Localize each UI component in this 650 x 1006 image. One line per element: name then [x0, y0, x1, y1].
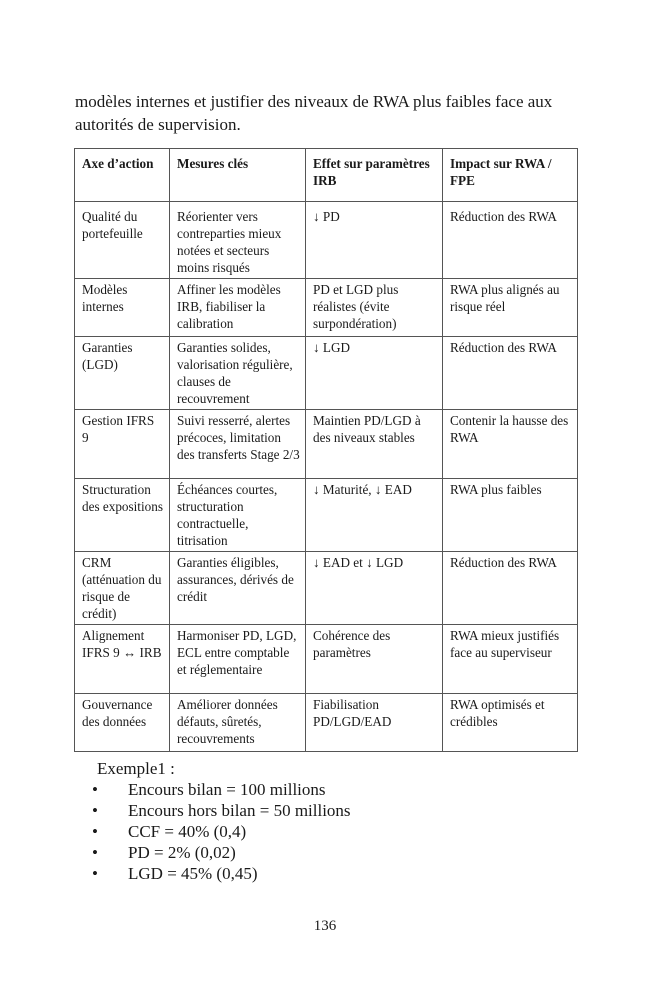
table-cell: CRM (atténuation du risque de crédit) — [75, 552, 170, 625]
table-header-row — [75, 149, 578, 202]
table-cell: RWA mieux justifiés face au superviseur — [443, 625, 578, 694]
table-cell: Gestion IFRS 9 — [75, 410, 170, 479]
header-mesures: Mesures clés — [170, 149, 306, 202]
table-cell: ↓ EAD et ↓ LGD — [306, 552, 443, 625]
table-cell: Contenir la hausse des RWA — [443, 410, 578, 479]
table-cell: Cohérence des paramètres — [306, 625, 443, 694]
table-cell: Garanties (LGD) — [75, 337, 170, 410]
table-cell: Réorienter vers contreparties mieux notées et secteurs moins risqués — [170, 202, 306, 279]
irb-actions-table — [74, 148, 578, 752]
table-cell: Affiner les modèles IRB, fiabiliser la calibration — [170, 279, 306, 337]
table-cell: Alignement IFRS 9 ↔ IRB — [75, 625, 170, 694]
table-cell: Garanties éligibles, assurances, dérivés de crédit — [170, 552, 306, 625]
header-effet: Effet sur paramètres IRB — [306, 149, 443, 202]
table-row — [75, 410, 578, 479]
table-cell: Réduction des RWA — [443, 202, 578, 279]
list-item: • LGD = 45% (0,45) — [97, 863, 351, 884]
table-cell: RWA plus alignés au risque réel — [443, 279, 578, 337]
table-cell: ↓ Maturité, ↓ EAD — [306, 479, 443, 552]
example-block — [97, 758, 351, 884]
table-cell: Améliorer données défauts, sûretés, recouvrements — [170, 694, 306, 752]
table-row — [75, 279, 578, 337]
list-item: • Encours bilan = 100 millions — [97, 779, 351, 800]
table-cell: Structuration des expositions — [75, 479, 170, 552]
table-cell: RWA plus faibles — [443, 479, 578, 552]
table-cell: Échéances courtes, structuration contractuelle, titrisation — [170, 479, 306, 552]
table-cell: Garanties solides, valorisation régulière, clauses de recouvrement — [170, 337, 306, 410]
table-row — [75, 337, 578, 410]
table-cell: Maintien PD/LGD à des niveaux stables — [306, 410, 443, 479]
list-item: • Encours hors bilan = 50 millions — [97, 800, 351, 821]
page-number: 136 — [313, 918, 337, 934]
table-row — [75, 479, 578, 552]
example-list — [97, 779, 351, 884]
table-row — [75, 202, 578, 279]
header-impact: Impact sur RWA / FPE — [443, 149, 578, 202]
example-title: Exemple1 : — [97, 759, 175, 778]
list-item: • CCF = 40% (0,4) — [97, 821, 351, 842]
table-cell: ↓ LGD — [306, 337, 443, 410]
table-cell: Harmoniser PD, LGD, ECL entre comptable et réglementaire — [170, 625, 306, 694]
table-cell: Modèles internes — [75, 279, 170, 337]
table-row — [75, 694, 578, 752]
table-cell: Qualité du portefeuille — [75, 202, 170, 279]
intro-paragraph: modèles internes et justifier des niveaux de RWA plus faibles face aux autorités de supervision. — [75, 92, 553, 134]
list-item: • PD = 2% (0,02) — [97, 842, 351, 863]
table-cell: Gouvernance des données — [75, 694, 170, 752]
table-cell: PD et LGD plus réalistes (évite surpondération) — [306, 279, 443, 337]
header-axe: Axe d’action — [75, 149, 170, 202]
table-cell: Fiabilisation PD/LGD/EAD — [306, 694, 443, 752]
table-cell: Réduction des RWA — [443, 337, 578, 410]
table-cell: Suivi resserré, alertes précoces, limitation des transferts Stage 2/3 — [170, 410, 306, 479]
table-row — [75, 625, 578, 694]
table-cell: RWA optimisés et crédibles — [443, 694, 578, 752]
table-cell: Réduction des RWA — [443, 552, 578, 625]
table-cell: ↓ PD — [306, 202, 443, 279]
table-row — [75, 552, 578, 625]
